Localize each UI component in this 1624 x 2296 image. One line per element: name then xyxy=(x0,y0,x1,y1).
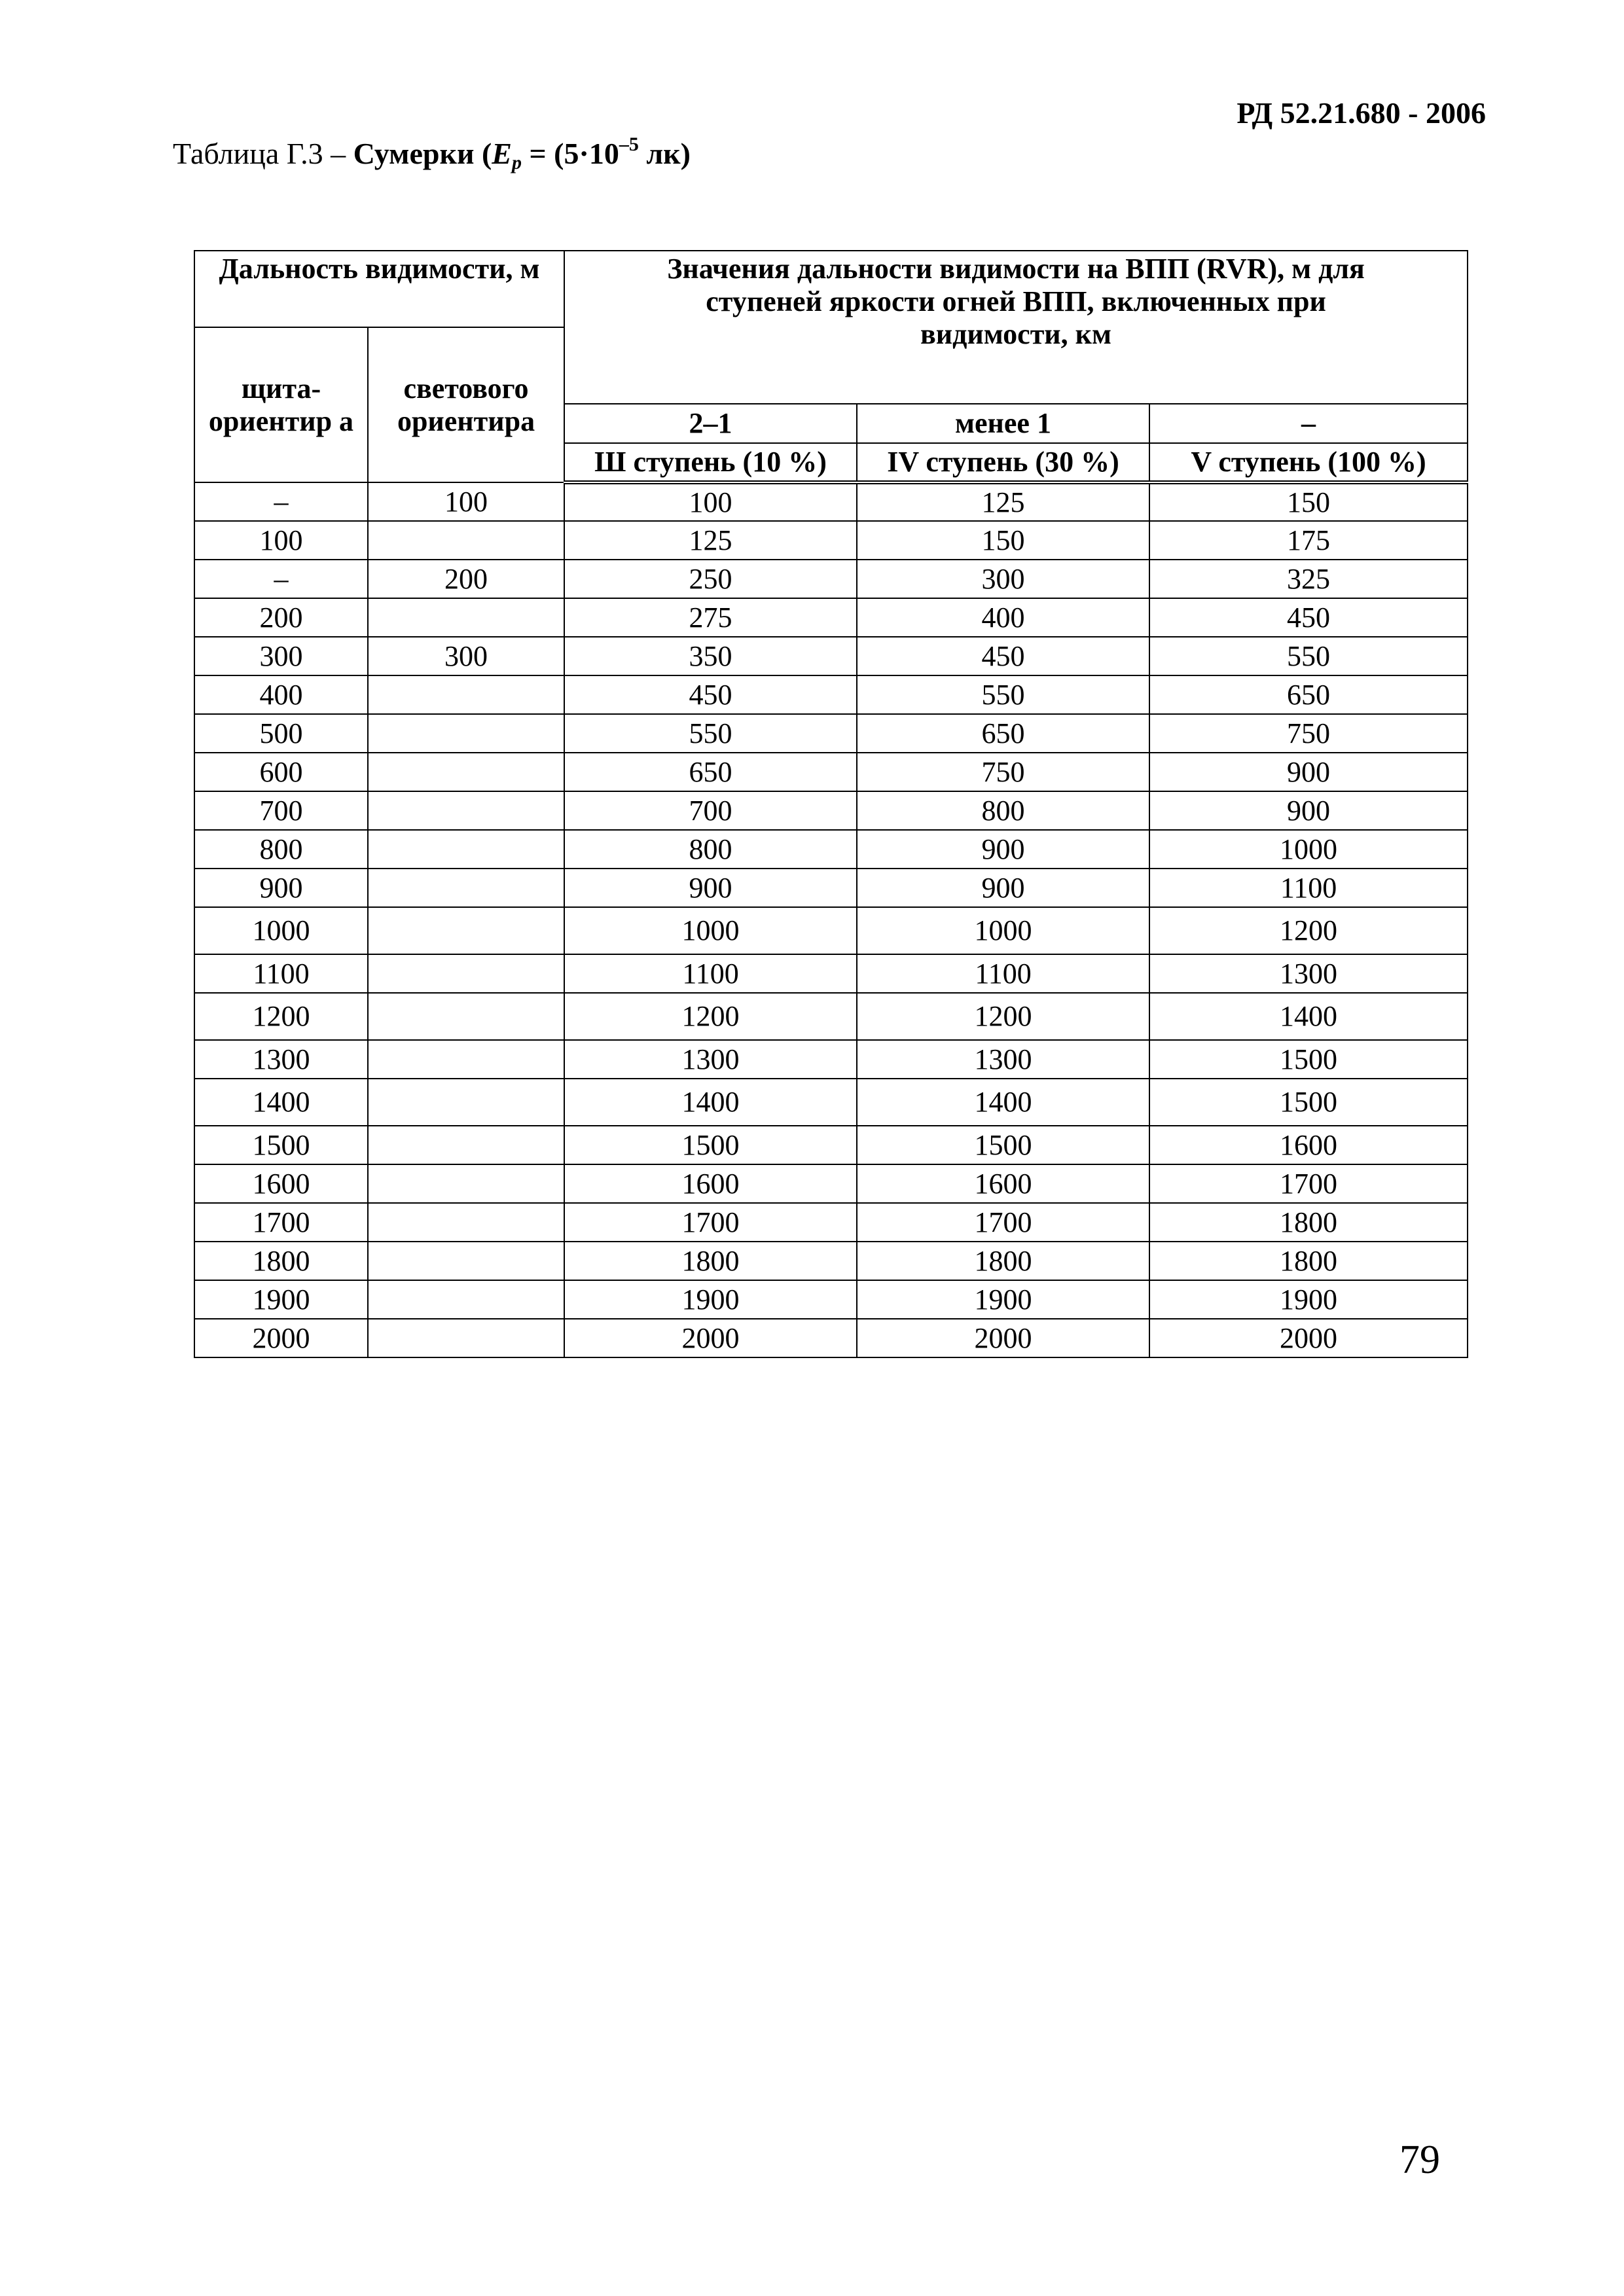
light-landmark-cell xyxy=(368,1040,564,1079)
shield-landmark-cell: 1600 xyxy=(194,1164,368,1203)
light-landmark-cell xyxy=(368,714,564,753)
shield-landmark-cell: 800 xyxy=(194,830,368,869)
step-5-cell: 1500 xyxy=(1149,1079,1468,1126)
step-3-cell: 125 xyxy=(564,521,857,560)
shield-landmark-cell: 300 xyxy=(194,637,368,675)
shield-landmark-cell: 700 xyxy=(194,791,368,830)
light-landmark-cell xyxy=(368,1280,564,1319)
caption-equation: = (5·10 xyxy=(521,137,619,170)
shield-landmark-cell: 1200 xyxy=(194,993,368,1040)
step-5-cell: 325 xyxy=(1149,560,1468,598)
light-landmark-cell xyxy=(368,954,564,993)
table-row xyxy=(194,1203,1468,1242)
visibility-range-dash: – xyxy=(1149,404,1468,443)
caption-prefix: Таблица Г.3 – xyxy=(173,137,353,170)
light-landmark-cell xyxy=(368,1319,564,1357)
shield-landmark-cell: – xyxy=(194,482,368,521)
light-landmark-cell xyxy=(368,993,564,1040)
step-4-cell: 450 xyxy=(857,637,1149,675)
step-5-cell: 1000 xyxy=(1149,830,1468,869)
visibility-table xyxy=(194,250,1468,1358)
caption-e-letter: E xyxy=(492,137,512,170)
table-row xyxy=(194,907,1468,954)
step-3-cell: 900 xyxy=(564,869,857,907)
step-4-cell: 1100 xyxy=(857,954,1149,993)
light-landmark-cell xyxy=(368,675,564,714)
shield-landmark-header: щита-ориентир а xyxy=(194,327,368,482)
brightness-step-3: Ш ступень (10 %) xyxy=(564,443,857,482)
step-5-cell: 1100 xyxy=(1149,869,1468,907)
shield-landmark-cell: 2000 xyxy=(194,1319,368,1357)
step-3-cell: 1000 xyxy=(564,907,857,954)
step-3-cell: 1500 xyxy=(564,1126,857,1164)
step-5-cell: 900 xyxy=(1149,753,1468,791)
table-row xyxy=(194,830,1468,869)
shield-landmark-cell: 1300 xyxy=(194,1040,368,1079)
shield-landmark-cell: – xyxy=(194,560,368,598)
step-3-cell: 550 xyxy=(564,714,857,753)
step-3-cell: 1400 xyxy=(564,1079,857,1126)
shield-landmark-cell: 1400 xyxy=(194,1079,368,1126)
step-5-cell: 1400 xyxy=(1149,993,1468,1040)
step-3-cell: 1900 xyxy=(564,1280,857,1319)
step-5-cell: 650 xyxy=(1149,675,1468,714)
step-5-cell: 1900 xyxy=(1149,1280,1468,1319)
step-3-cell: 700 xyxy=(564,791,857,830)
table-row xyxy=(194,482,1468,521)
step-4-cell: 1400 xyxy=(857,1079,1149,1126)
step-5-cell: 175 xyxy=(1149,521,1468,560)
step-4-cell: 900 xyxy=(857,830,1149,869)
visibility-range-2-1: 2–1 xyxy=(564,404,857,443)
step-4-cell: 800 xyxy=(857,791,1149,830)
step-4-cell: 1700 xyxy=(857,1203,1149,1242)
shield-landmark-cell: 400 xyxy=(194,675,368,714)
document-code: РД 52.21.680 - 2006 xyxy=(1236,96,1486,130)
shield-landmark-cell: 1500 xyxy=(194,1126,368,1164)
table-row xyxy=(194,1242,1468,1280)
light-landmark-cell xyxy=(368,1079,564,1126)
step-3-cell: 1600 xyxy=(564,1164,857,1203)
step-4-cell: 550 xyxy=(857,675,1149,714)
shield-landmark-cell: 1900 xyxy=(194,1280,368,1319)
table-row xyxy=(194,753,1468,791)
shield-landmark-cell: 200 xyxy=(194,598,368,637)
step-4-cell: 1600 xyxy=(857,1164,1149,1203)
table-row xyxy=(194,954,1468,993)
step-4-cell: 900 xyxy=(857,869,1149,907)
step-4-cell: 2000 xyxy=(857,1319,1149,1357)
shield-landmark-cell: 1700 xyxy=(194,1203,368,1242)
table-row xyxy=(194,1164,1468,1203)
light-landmark-cell xyxy=(368,1164,564,1203)
light-landmark-cell xyxy=(368,598,564,637)
shield-landmark-cell: 1100 xyxy=(194,954,368,993)
shield-landmark-cell: 900 xyxy=(194,869,368,907)
step-4-cell: 1300 xyxy=(857,1040,1149,1079)
shield-landmark-cell: 500 xyxy=(194,714,368,753)
table-row xyxy=(194,598,1468,637)
step-5-cell: 1700 xyxy=(1149,1164,1468,1203)
shield-landmark-cell: 1000 xyxy=(194,907,368,954)
visibility-range-header: Дальность видимости, м xyxy=(194,251,564,327)
step-3-cell: 350 xyxy=(564,637,857,675)
step-3-cell: 450 xyxy=(564,675,857,714)
table-row xyxy=(194,1280,1468,1319)
table-row xyxy=(194,993,1468,1040)
step-4-cell: 650 xyxy=(857,714,1149,753)
step-5-cell: 2000 xyxy=(1149,1319,1468,1357)
step-5-cell: 1800 xyxy=(1149,1242,1468,1280)
light-landmark-cell: 100 xyxy=(368,482,564,521)
step-5-cell: 1200 xyxy=(1149,907,1468,954)
step-4-cell: 400 xyxy=(857,598,1149,637)
light-landmark-cell: 300 xyxy=(368,637,564,675)
brightness-step-4: IV ступень (30 %) xyxy=(857,443,1149,482)
step-3-cell: 1700 xyxy=(564,1203,857,1242)
step-4-cell: 1800 xyxy=(857,1242,1149,1280)
step-5-cell: 900 xyxy=(1149,791,1468,830)
caption-e-subscript: p xyxy=(511,152,522,173)
light-landmark-cell: 200 xyxy=(368,560,564,598)
light-landmark-cell xyxy=(368,869,564,907)
table-row xyxy=(194,521,1468,560)
step-4-cell: 1000 xyxy=(857,907,1149,954)
step-3-cell: 275 xyxy=(564,598,857,637)
step-3-cell: 1300 xyxy=(564,1040,857,1079)
step-5-cell: 1800 xyxy=(1149,1203,1468,1242)
shield-landmark-cell: 100 xyxy=(194,521,368,560)
table-row xyxy=(194,714,1468,753)
step-5-cell: 750 xyxy=(1149,714,1468,753)
step-4-cell: 750 xyxy=(857,753,1149,791)
table-header xyxy=(194,251,1468,482)
table-row xyxy=(194,1040,1468,1079)
step-5-cell: 450 xyxy=(1149,598,1468,637)
step-3-cell: 100 xyxy=(564,482,857,521)
table-body xyxy=(194,482,1468,1357)
light-landmark-cell xyxy=(368,907,564,954)
light-landmark-cell xyxy=(368,1242,564,1280)
light-landmark-cell xyxy=(368,521,564,560)
light-landmark-cell xyxy=(368,1126,564,1164)
table-caption xyxy=(173,136,691,171)
table-row xyxy=(194,1319,1468,1357)
light-landmark-cell xyxy=(368,753,564,791)
brightness-step-5: V ступень (100 %) xyxy=(1149,443,1468,482)
step-5-cell: 150 xyxy=(1149,482,1468,521)
step-5-cell: 550 xyxy=(1149,637,1468,675)
rvr-values-header: Значения дальности видимости на ВПП (RVR), м для ступеней яркости огней ВПП, включенных при видимости, км xyxy=(564,251,1468,404)
table-row xyxy=(194,869,1468,907)
step-3-cell: 650 xyxy=(564,753,857,791)
step-4-cell: 150 xyxy=(857,521,1149,560)
table-row xyxy=(194,637,1468,675)
table-row xyxy=(194,560,1468,598)
step-5-cell: 1600 xyxy=(1149,1126,1468,1164)
table-row xyxy=(194,1079,1468,1126)
step-3-cell: 1100 xyxy=(564,954,857,993)
light-landmark-header: светового ориентира xyxy=(368,327,564,482)
step-3-cell: 250 xyxy=(564,560,857,598)
caption-title-text: Сумерки ( xyxy=(353,137,492,170)
step-3-cell: 800 xyxy=(564,830,857,869)
step-3-cell: 1200 xyxy=(564,993,857,1040)
caption-title xyxy=(353,134,691,173)
shield-landmark-cell: 1800 xyxy=(194,1242,368,1280)
step-4-cell: 1900 xyxy=(857,1280,1149,1319)
shield-landmark-cell: 600 xyxy=(194,753,368,791)
step-4-cell: 1500 xyxy=(857,1126,1149,1164)
caption-unit: лк) xyxy=(638,137,691,170)
step-4-cell: 1200 xyxy=(857,993,1149,1040)
visibility-range-less-1: менее 1 xyxy=(857,404,1149,443)
step-4-cell: 300 xyxy=(857,560,1149,598)
page-number: 79 xyxy=(1399,2138,1440,2182)
table-row xyxy=(194,791,1468,830)
light-landmark-cell xyxy=(368,791,564,830)
table-row xyxy=(194,675,1468,714)
step-5-cell: 1500 xyxy=(1149,1040,1468,1079)
light-landmark-cell xyxy=(368,830,564,869)
step-3-cell: 1800 xyxy=(564,1242,857,1280)
step-4-cell: 125 xyxy=(857,482,1149,521)
step-3-cell: 2000 xyxy=(564,1319,857,1357)
light-landmark-cell xyxy=(368,1203,564,1242)
caption-exponent: –5 xyxy=(619,134,639,155)
table-row xyxy=(194,1126,1468,1164)
step-5-cell: 1300 xyxy=(1149,954,1468,993)
